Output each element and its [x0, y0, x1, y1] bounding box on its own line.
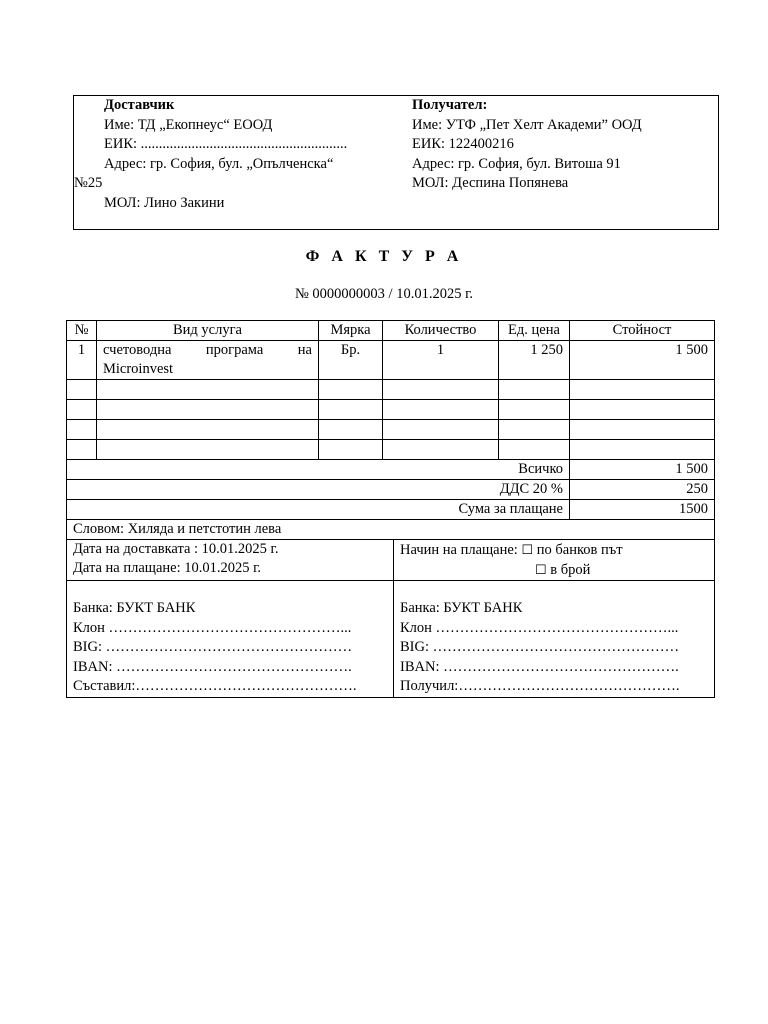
- words-row: [67, 520, 715, 540]
- bank-left-iban: IBAN: ………………………………………….: [73, 658, 352, 675]
- option-bank-label: по банков път: [536, 542, 623, 558]
- empty-row: [67, 420, 715, 440]
- row-service-line2: Microinvest: [103, 361, 174, 377]
- supplier-name: Име: ТД „Екопнеус“ ЕООД: [104, 116, 273, 133]
- empty-row: [67, 380, 715, 400]
- checkbox-cash-icon[interactable]: ☐: [535, 562, 547, 577]
- items-table: [66, 320, 715, 520]
- recipient-mol: МОЛ: Деспина Попянева: [412, 175, 569, 191]
- recipient-block: [412, 96, 712, 194]
- received-by: Получил:……………………………………….: [400, 678, 680, 694]
- payment-cash-line: [400, 560, 708, 580]
- supplier-block: [74, 96, 374, 213]
- header-unit-price: Ед. цена: [499, 321, 570, 341]
- bank-right-name: Банка: БУКТ БАНК: [400, 600, 523, 616]
- row-no: 1: [67, 341, 97, 380]
- option-cash-label: в брой: [550, 562, 591, 578]
- table-row: [67, 341, 715, 380]
- supplier-eik: ЕИК: .........................................................: [104, 136, 348, 152]
- dates-row: [67, 540, 715, 581]
- invoice-number: № 0000000003 / 10.01.2025 г.: [294, 286, 474, 302]
- payment-date: Дата на плащане: 10.01.2025 г.: [73, 560, 262, 576]
- delivery-date: Дата на доставката : 10.01.2025 г.: [73, 541, 279, 557]
- row-value: 1 500: [570, 341, 715, 380]
- parties-box: [73, 95, 719, 230]
- table-header-row: [67, 321, 715, 341]
- empty-row: [67, 400, 715, 420]
- payment-method-line: [400, 540, 708, 560]
- header-quantity: Количество: [383, 321, 499, 341]
- total-value: 1 500: [570, 460, 715, 480]
- recipient-name: Име: УТФ „Пет Хелт Академи” ООД: [412, 116, 642, 133]
- amount-due-value: 1500: [570, 500, 715, 520]
- row-unit-price: 1 250: [499, 341, 570, 380]
- total-label: Всичко: [67, 460, 570, 480]
- total-row: [67, 460, 715, 480]
- vat-value: 250: [570, 480, 715, 500]
- row-service-line1: счетоводна програма на: [103, 342, 312, 358]
- empty-row: [67, 440, 715, 460]
- recipient-address: Адрес: гр. София, бул. Витоша 91: [412, 155, 621, 172]
- compiled-by: Съставил:……………………………………….: [73, 678, 357, 694]
- invoice-title: Ф А К Т У Р А: [305, 248, 463, 265]
- checkbox-bank-icon[interactable]: ☐: [521, 542, 534, 557]
- bank-right-iban: IBAN: ………………………………………….: [400, 658, 679, 675]
- bank-left-branch: Клон …………………………………………...: [73, 619, 352, 636]
- bank-right-branch: Клон …………………………………………...: [400, 619, 679, 636]
- row-unit: Бр.: [319, 341, 383, 380]
- bank-right-big: BIG: ……………………………………………: [400, 639, 680, 655]
- vat-row: [67, 480, 715, 500]
- recipient-eik: ЕИК: 122400216: [412, 136, 514, 152]
- recipient-heading: Получател:: [412, 97, 488, 113]
- amount-due-row: [67, 500, 715, 520]
- bank-row: [67, 581, 715, 698]
- row-quantity: 1: [383, 341, 499, 380]
- supplier-address: Адрес: гр. София, бул. „Опълченска“: [104, 155, 334, 172]
- dates-cell: [67, 540, 394, 581]
- supplier-heading: Доставчик: [104, 97, 175, 113]
- supplier-mol: МОЛ: Лино Закини: [104, 194, 225, 211]
- footer-table: [66, 519, 715, 698]
- bank-left-cell: [67, 581, 394, 698]
- bank-right-cell: [394, 581, 715, 698]
- payment-method-label: Начин на плащане:: [400, 542, 518, 558]
- vat-label: ДДС 20 %: [67, 480, 570, 500]
- amount-due-label: Сума за плащане: [67, 500, 570, 520]
- header-service: Вид услуга: [97, 321, 319, 341]
- bank-left-big: BIG: ……………………………………………: [73, 639, 353, 655]
- row-service: [97, 341, 319, 380]
- header-no: №: [67, 321, 97, 341]
- payment-method-cell: [394, 540, 715, 581]
- header-value: Стойност: [570, 321, 715, 341]
- amount-in-words: Словом: Хиляда и петстотин лева: [67, 520, 715, 540]
- header-unit: Мярка: [319, 321, 383, 341]
- bank-left-name: Банка: БУКТ БАНК: [73, 600, 196, 616]
- supplier-address-cont: №25: [74, 175, 103, 191]
